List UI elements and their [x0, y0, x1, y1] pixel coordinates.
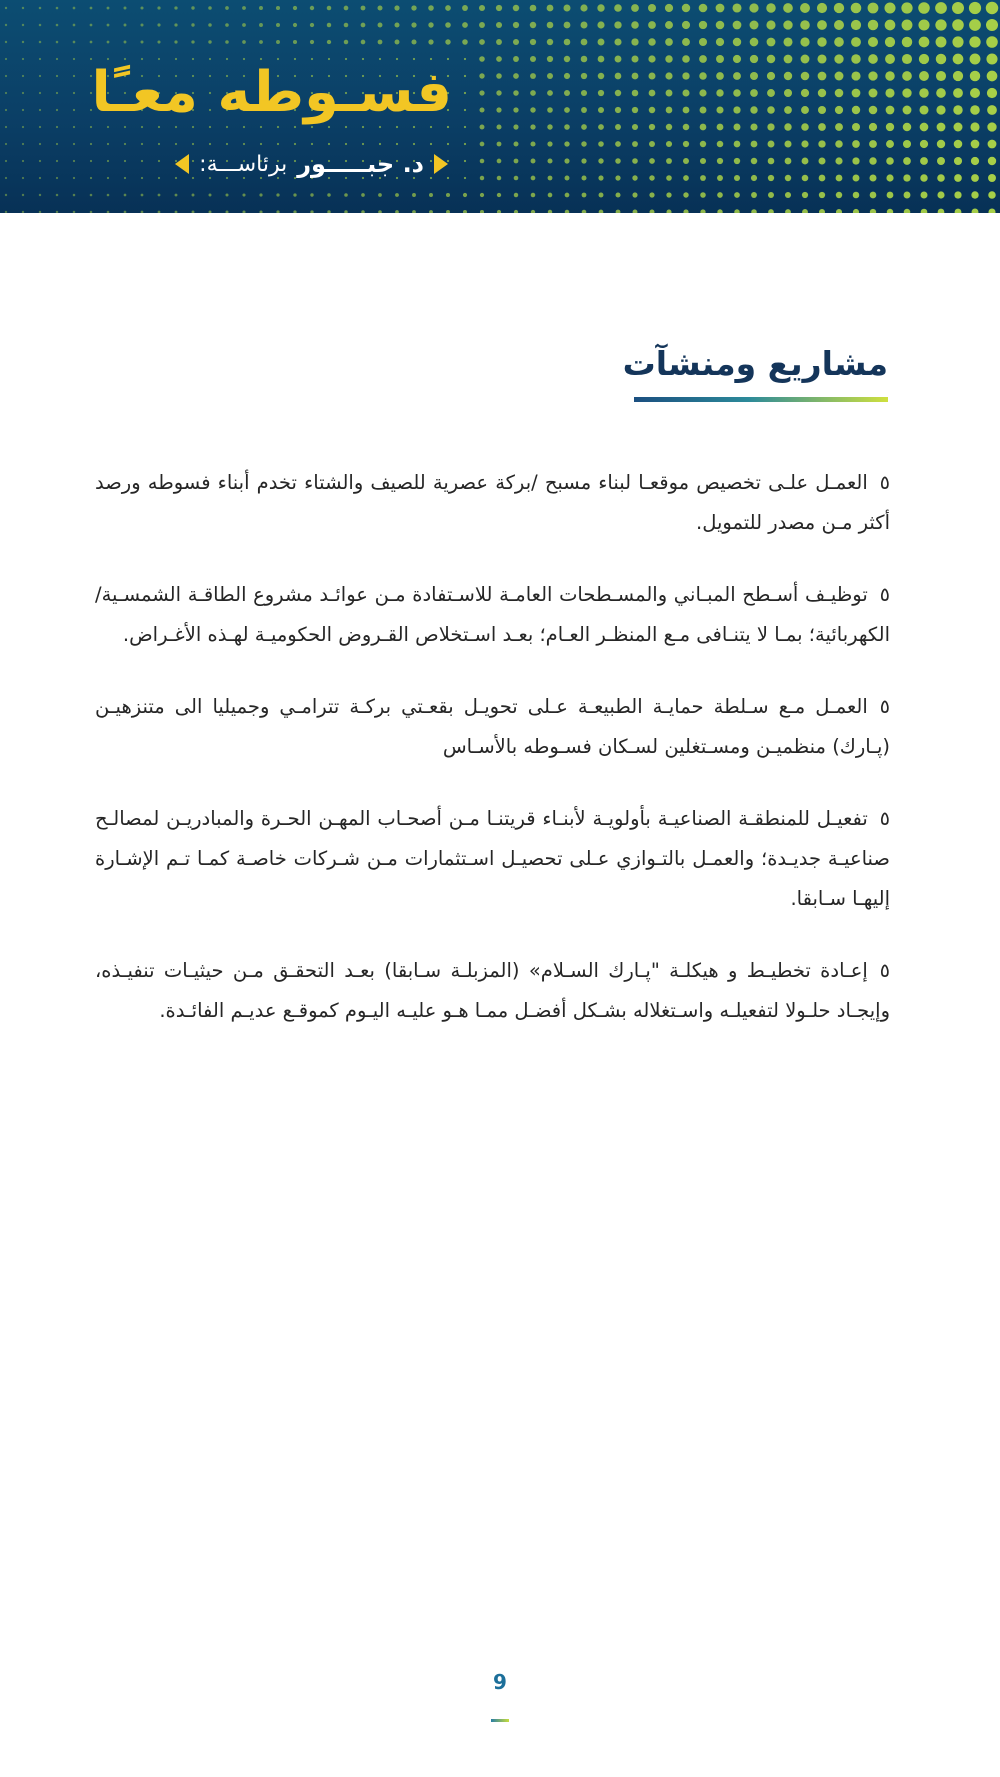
- section-title: مشاريع ومنشآت: [622, 344, 888, 383]
- list-item-text: العمـل علـى تخصيص موقعـا لبناء مسبح /بركة عصرية للصيف والشتاء تخدم أبناء فسوطه ورصد أكثر مـن مصدر للتمويل.: [95, 471, 890, 534]
- bullet-icon: ٥: [879, 960, 890, 982]
- list-item-text: إعـادة تخطيـط و هيكلـة "پـارك السـلام» (المزبلـة سـابقا) بعـد التحقـق مـن حيثيـات تنفيـذه، وإيجـاد حلـولا لتفعيلـه واسـتغلاله بشـكل أفضـل ممـا هـو عليـه اليـوم كموقـع عديـم الفائـدة.: [95, 959, 890, 1022]
- subtitle-row: [175, 150, 448, 178]
- subtitle-prefix: برئاســـة:: [199, 151, 288, 177]
- list-item: [95, 687, 890, 767]
- brand-title: فسـوطه معـًا: [91, 60, 452, 125]
- list-item-text: تفعيـل للمنطقـة الصناعيـة بأولويـة لأبنـاء قريتنـا مـن أصحـاب المهـن الحـرة والمبادريـن لمصالـح صناعيـة جديـدة؛ والعمـل بالتـوازي عـلى تحصيـل اسـتثمارات مـن شـركات خاصـة كمـا تـم الإشـارة إليهـا سـابقا.: [95, 807, 890, 910]
- right-arrow-icon: [434, 154, 448, 174]
- left-arrow-icon: [175, 154, 189, 174]
- page-number-underline: [491, 1719, 509, 1722]
- subtitle-name: د. جبـــــور: [297, 150, 424, 178]
- page-number: 9: [493, 1670, 507, 1694]
- list-item: [95, 575, 890, 655]
- bullet-icon: ٥: [879, 696, 890, 718]
- bullet-icon: ٥: [879, 808, 890, 830]
- list-item-text: توظيـف أسـطح المبـاني والمسـطحات العامـة للاسـتفادة مـن عوائـد مشروع الطاقـة الشمسـية/الكهربائية؛ بمـا لا يتنـافى مـع المنظـر العـام؛ بعـد اسـتخلاص القـروض الحكوميـة لهـذه الأغـراض.: [95, 583, 890, 646]
- list-item: [95, 799, 890, 919]
- list-item-text: العمـل مـع سـلطة حمايـة الطبيعـة عـلى تحويـل بقعـتي بركـة تترامـي وجميليا الى متنزهيـن (پـارك) منظميـن ومسـتغلين لسـكان فسـوطه بالأسـاس: [95, 695, 890, 758]
- list-item: [95, 463, 890, 543]
- bullet-icon: ٥: [879, 584, 890, 606]
- header-banner: [0, 0, 1000, 213]
- list-item: [95, 951, 890, 1031]
- project-list: [95, 463, 890, 1063]
- bullet-icon: ٥: [879, 472, 890, 494]
- title-underline: [634, 397, 888, 402]
